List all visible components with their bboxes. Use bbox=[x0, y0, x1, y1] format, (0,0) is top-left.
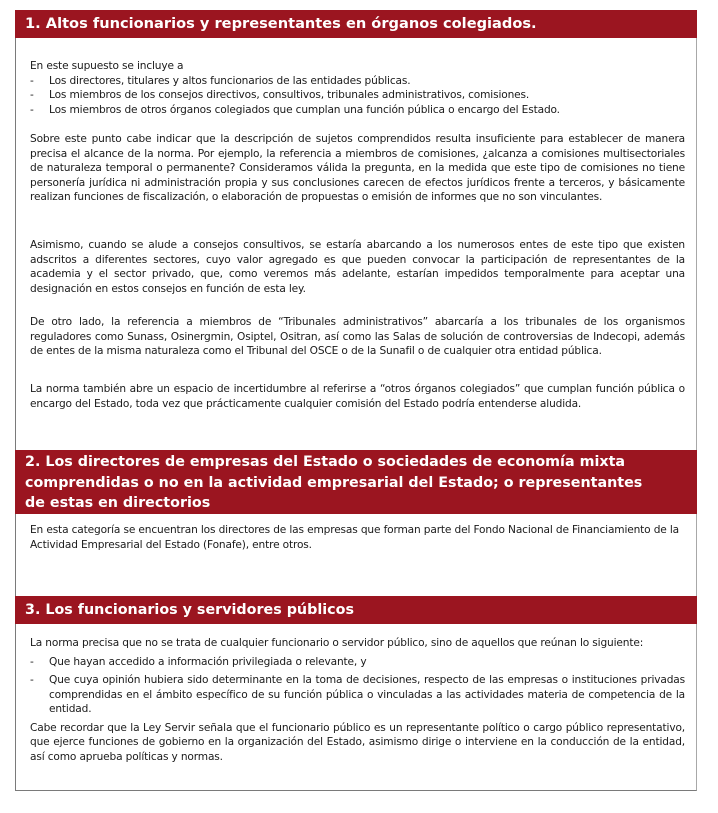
section-3-header bbox=[15, 596, 697, 624]
section-1-intro-block bbox=[30, 59, 685, 117]
bullet-dash-icon: - bbox=[30, 74, 34, 87]
section-1-header bbox=[15, 10, 697, 38]
list-item: - Los directores, titulares y altos funcionarios de las entidades públicas. bbox=[30, 74, 411, 87]
section-3-body bbox=[30, 636, 685, 764]
section-1-title: 1. Altos funcionarios y representantes en órganos colegiados. bbox=[25, 15, 537, 32]
section-3-paragraph: Cabe recordar que la Ley Servir señala que el funcionario público es un representante político o cargo público representativo, que ejerce funciones de gobierno en la organización del Estado, asimismo dirige o interviene en la conducción de la entidad, así como aprueba políticas y normas. bbox=[30, 721, 685, 763]
section-3-intro: La norma precisa que no se trata de cualquier funcionario o servidor público, sino de aquellos que reúnan lo siguiente: bbox=[30, 637, 644, 649]
bullet-dash-icon: - bbox=[30, 103, 34, 116]
section-2-header bbox=[15, 450, 697, 514]
list-item: - Que cuya opinión hubiera sido determinante en la toma de decisiones, respecto de las empresas o instituciones privadas comprendidas en el ámbito específico de su función pública o vinculadas a las actividades materia de competencia de la entidad. bbox=[30, 674, 685, 715]
section-3-title: 3. Los funcionarios y servidores públicos bbox=[25, 602, 354, 618]
bullet-dash-icon: - bbox=[30, 655, 34, 668]
list-item: - Los miembros de otros órganos colegiados que cumplan una función pública o encargo del Estado. bbox=[30, 103, 560, 116]
section-1-intro: En este supuesto se incluye a bbox=[30, 60, 184, 72]
bullet-dash-icon: - bbox=[30, 674, 34, 686]
section-2-paragraph: En esta categoría se encuentran los directores de las empresas que forman parte del Fondo Nacional de Financiamiento de la Actividad Empresarial del Estado (Fonafe), entre otros. bbox=[30, 524, 680, 551]
section-1-paragraph: De otro lado, la referencia a miembros de “Tribunales administrativos” abarcaría a los tribunales de los organismos reguladores como Sunass, Osinergmin, Osiptel, Ositran, así como las Salas de solución de controversias de Indecopi, además de entes de la misma naturaleza como el Tribunal del OSCE o de la Sunafil o de cualquier otra entidad pública. bbox=[30, 316, 685, 357]
section-1-paragraph: Sobre este punto cabe indicar que la descripción de sujetos comprendidos resulta insuficiente para establecer de manera precisa el alcance de la norma. Por ejemplo, la referencia a miembros de comisiones, ¿alcanza a comisiones multisectoriales de naturaleza temporal o permanente? Consideramos válida la pregunta, en la medida que este tipo de comisiones no tiene personería jurídica ni administración propia y sus conclusiones carecen de efectos jurídicos frente a terceros, y básicamente realizan funciones de fiscalización, o elaboración de propuestas o emisión de informes que no son vinculantes. bbox=[30, 133, 685, 203]
section-1-paragraph: La norma también abre un espacio de incertidumbre al referirse a “otros órganos colegiados” que cumplan función pública o encargo del Estado, toda vez que prácticamente cualquier comisión del Estado podría entenderse aludida. bbox=[30, 383, 685, 410]
list-item: - Que hayan accedido a información privilegiada o relevante, y bbox=[30, 655, 367, 668]
section-2-title: 2. Los directores de empresas del Estado o sociedades de economía mixta comprendidas o no en la actividad empresarial del Estado; o representantes de estas en directorios bbox=[25, 454, 643, 511]
section-1-paragraph: Asimismo, cuando se alude a consejos consultivos, se estaría abarcando a los numerosos entes de este tipo que existen adscritos a diferentes sectores, cuyo valor agregado es que pueden convocar la participación de representantes de la academia y el sector privado, que, como veremos más adelante, estarían impedidos temporalmente para aceptar una designación en estos consejos en función de esta ley. bbox=[30, 239, 685, 295]
list-item: - Los miembros de los consejos directivos, consultivos, tribunales administrativos, comisiones. bbox=[30, 89, 530, 101]
bullet-dash-icon: - bbox=[30, 89, 34, 101]
